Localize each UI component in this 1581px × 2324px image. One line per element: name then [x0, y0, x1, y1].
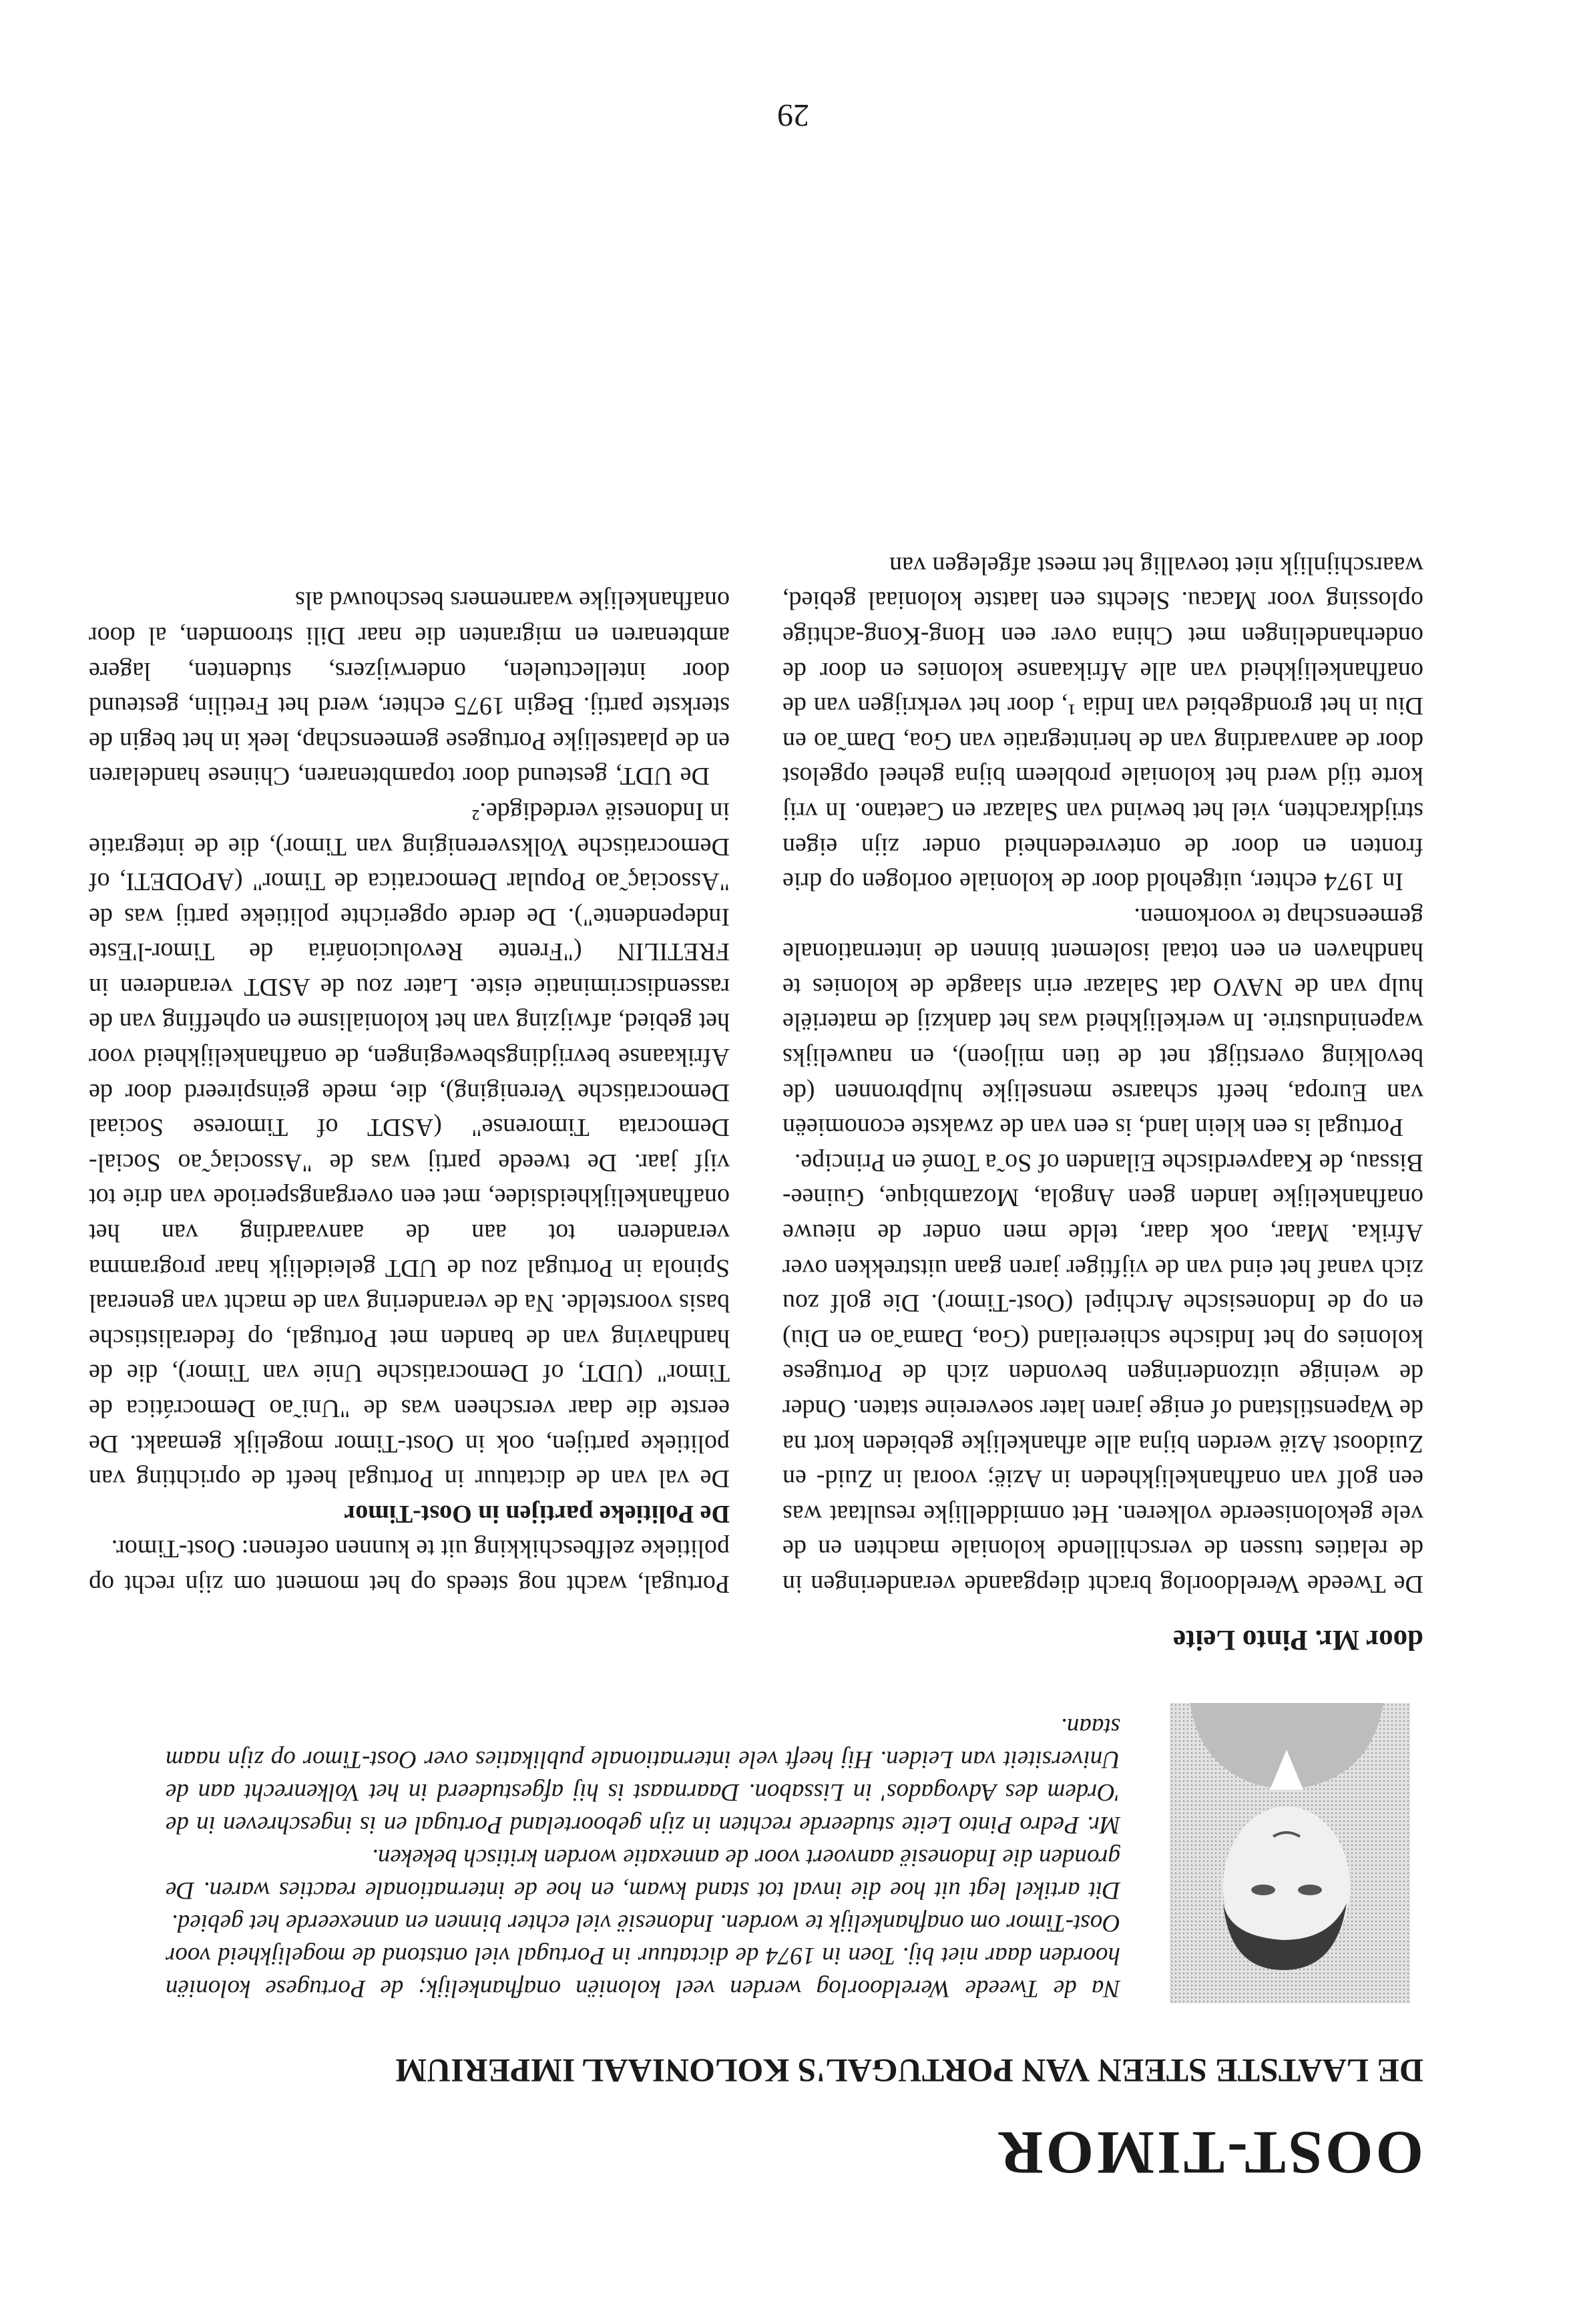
intro-paragraph: Na de Tweede Wereldoorlog werden veel koloniën onafhankelijk; de Portugese koloniën hoorden daar niet bij. Toen in 1974 de dictatuur in Portugal viel ontstond de mogelijkheid voor Oost-Timor om onafhankelijk te worden. Indonesië viel echter binnen en annexeerde het gebied.: [166, 1909, 1120, 2002]
section-heading: De Politieke partijen in Oost-Timor: [344, 1499, 730, 1528]
byline: door Mr. Pinto Leite: [1172, 1624, 1423, 1656]
author-photo: [1170, 1703, 1410, 2003]
right-column: [89, 583, 730, 1601]
body-paragraph: Portugal is een klein land, is een van de zwakste economieën van Europa, heeft schaarse menselijke hulpbronnen (de bevolking overstijgt net de tien miljoen), en nauwelijks wapenindustrie. In werkelijkheid was het dankzij de materiële hulp van de NAVO dat Salazar erin slaagde de kolonies te handhaven en een totaal isolement binnen de internationale gemeenschap te voorkomen.: [782, 902, 1423, 1142]
body-paragraph: De val van de dictatuur in Portugal heeft de oprichting van politieke partijen, ook in Oost-Timor mogelijk gemaakt. De eerste die daar verscheen was de "Uni˜ao Democrática de Timor" (UDT, of Democratische Unie van Timor), die de handhaving van de banden met Portugal, op federalistische basis voorstelde. Na de verandering van de macht van generaal Spinola in Portugal zou de UDT geleidelijk haar programma veranderen tot aan de aanvaarding van het onafhankelijkheidsidee, met een overgangsperiode van drie tot vijf jaar. De tweede partij was de "Associaç˜ao Social-Democrata Timorense" (ASDT of Timorese Sociaal Democratische Vereniging), die, mede geïnspireerd door de Afrikaanse bevrijdingsbewegingen, de onafhankelijkheid voor het gebied, afwijzing van het kolonialisme en opheffing van de rassendiscriminatie eiste. Later zou de ASDT veranderen in FRETILIN ("Frente Revolucionária de Timor-l'Este Independente"). De derde opgerichte politieke partij was de "Associaç˜ao Popular Democratica de Timor" (APODETI, of Democratische Volksvereniging van Timor), die de integratie in Indonesië verdedigde.²: [89, 797, 730, 1493]
article-subtitle: DE LAATSTE STEEN VAN PORTUGAL'S KOLONIAAL IMPERIUM: [395, 2052, 1423, 2090]
author-portrait-image: [1170, 1703, 1410, 2003]
page-number: 29: [777, 98, 809, 133]
body-paragraph: In 1974 echter, uitgehold door de koloniale oorlogen op drie fronten en door de ontevredenheid onder zijn eigen strijdkrachten, viel het bewind van Salazar en Caetano. In vrij korte tijd werd het koloniale probleem bijna geheel opgelost door de aanvaarding van de herintegratie van Goa, Dam˜ao en Diu in het grondgebied van India ¹, door het verkrijgen van de onafhankelijkheid van alle Afrikaanse kolonies en door de onderhandelingen met China over een Hong-Kong-achtige oplossing voor Macau. Slechts een laatste koloniaal gebied, waarschijnlijk niet toevallig het meest afgelegen van: [782, 551, 1423, 896]
author-bio: Mr. Pedro Pinto Leite studeerde rechten in zijn geboorteland Portugal en is ingeschreven in de 'Ordem des Advogados' in Lissabon. Daarnaast is hij afgestudeerd in het Volkenrecht aan de Universiteit van Leiden. Hij heeft vele internationale publikaties over Oost-Timor op zijn naam staan.: [166, 1713, 1120, 1838]
body-paragraph: De Tweede Wereldoorlog bracht diepgaande veranderingen in de relaties tussen de verschillende koloniale machten en de vele gekoloniseerde volkeren. Het onmiddellijke resultaat was een golf van onafhankelijkheden in Azië; vooral in Zuid- en Zuidoost Azië werden bijna alle afhankelijke gebieden kort na de Wapenstilstand of enige jaren later soevereine staten. Onder de weinige uitzonderingen bevonden zich de Portugese kolonies op het Indische schiereiland (Goa, Dama˜ao en Diu) en op de Indonesische Archipel (Oost-Timor). Die golf zou zich vanaf het eind van de vijftiger jaren gaan uitstrekken over Afrika. Maar, ook daar, telde men onder de nieuwe onafhankelijke landen geen Angola, Mozambique, Guinee-Bissau, de Kaapverdische Eilanden of So˜a Tomé en Principe.: [782, 1148, 1423, 1598]
body-paragraph: Portugal, wacht nog steeds op het moment om zijn recht op politieke zelfbeschikking uit te kunnen oefenen: Oost-Timor.: [89, 1535, 730, 1598]
intro-text: [166, 1710, 1120, 2005]
article-title: OOST-TIMOR: [996, 2119, 1423, 2187]
intro-paragraph: Dit artikel legt uit hoe die inval tot stand kwam, en hoe de internationale reacties waren. De gronden die Indonesië aanvoert voor de annexatie worden kritisch bekeken.: [166, 1844, 1120, 1904]
left-column: [782, 548, 1423, 1601]
body-paragraph: De UDT, gesteund door topambtenaren, Chinese handelaren en de plaatselijke Portugese gemeenschap, leek in het begin de sterkste partij. Begin 1975 echter, werd het Fretilin, gesteund door intellectuelen, onderwijzers, studenten, lagere ambtenaren en migranten die naar Dili stroomden, al door onafhankelijke waarnemers beschouwd als: [89, 586, 730, 791]
